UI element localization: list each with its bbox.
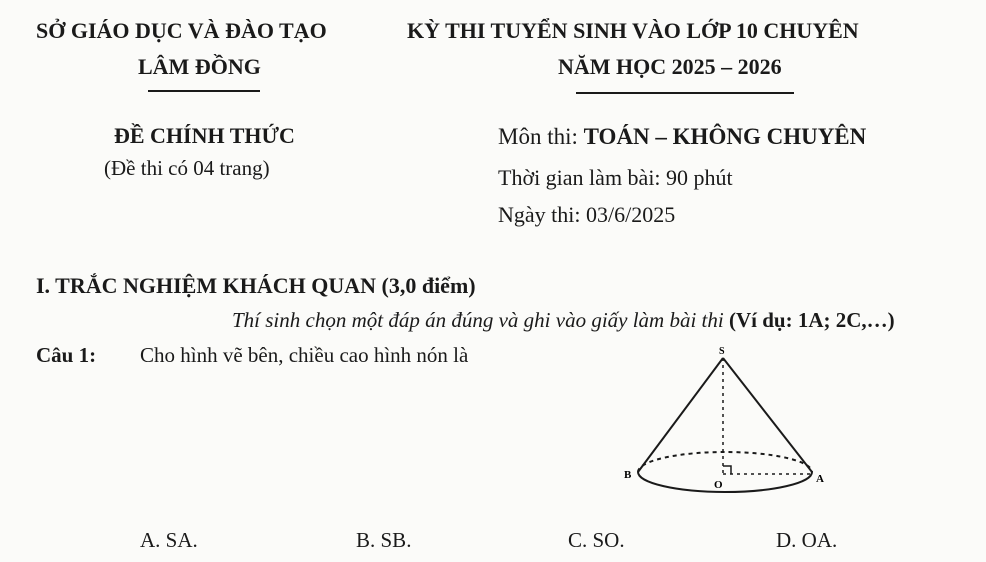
- instruction-text: Thí sinh chọn một đáp án đúng và ghi vào giấy làm bài thi: [232, 308, 729, 332]
- exam-title-underline: [576, 92, 794, 94]
- cone-slant-right: [723, 358, 812, 472]
- option-b: B. SB.: [356, 528, 412, 552]
- right-angle-mark: [723, 466, 731, 474]
- exam-title-line2: NĂM HỌC 2025 – 2026: [558, 54, 782, 79]
- section-instruction: [232, 308, 895, 333]
- cone-figure: [620, 340, 840, 510]
- subject-label: Môn thi:: [498, 124, 584, 149]
- exam-duration: Thời gian làm bài: 90 phút: [498, 165, 733, 190]
- label-o: O: [714, 479, 723, 491]
- option-a: A. SA.: [140, 528, 198, 552]
- department-name-line2: LÂM ĐỒNG: [138, 54, 261, 79]
- cone-slant-left: [638, 358, 723, 472]
- label-b: B: [624, 469, 632, 481]
- instruction-example: (Ví dụ: 1A; 2C,…): [728, 308, 895, 332]
- question-number: Câu 1:: [36, 343, 97, 367]
- base-back-arc: [638, 452, 812, 472]
- exam-date: Ngày thi: 03/6/2025: [498, 202, 676, 227]
- exam-title-line1: KỲ THI TUYỂN SINH VÀO LỚP 10 CHUYÊN: [407, 18, 859, 43]
- base-front-arc: [638, 472, 812, 492]
- department-name-line1: SỞ GIÁO DỤC VÀ ĐÀO TẠO: [36, 18, 327, 43]
- option-d: D. OA.: [776, 528, 838, 552]
- page-count-note: (Đề thi có 04 trang): [104, 156, 270, 180]
- label-s: S: [719, 346, 725, 357]
- question-text: Cho hình vẽ bên, chiều cao hình nón là: [140, 343, 469, 367]
- official-label: ĐỀ CHÍNH THỨC: [114, 123, 295, 148]
- section-title: I. TRẮC NGHIỆM KHÁCH QUAN (3,0 điểm): [36, 273, 476, 298]
- subject-value: TOÁN – KHÔNG CHUYÊN: [583, 124, 867, 149]
- subject-line: [498, 124, 866, 150]
- department-underline: [148, 90, 260, 92]
- option-c: C. SO.: [568, 528, 625, 552]
- label-a: A: [816, 473, 824, 485]
